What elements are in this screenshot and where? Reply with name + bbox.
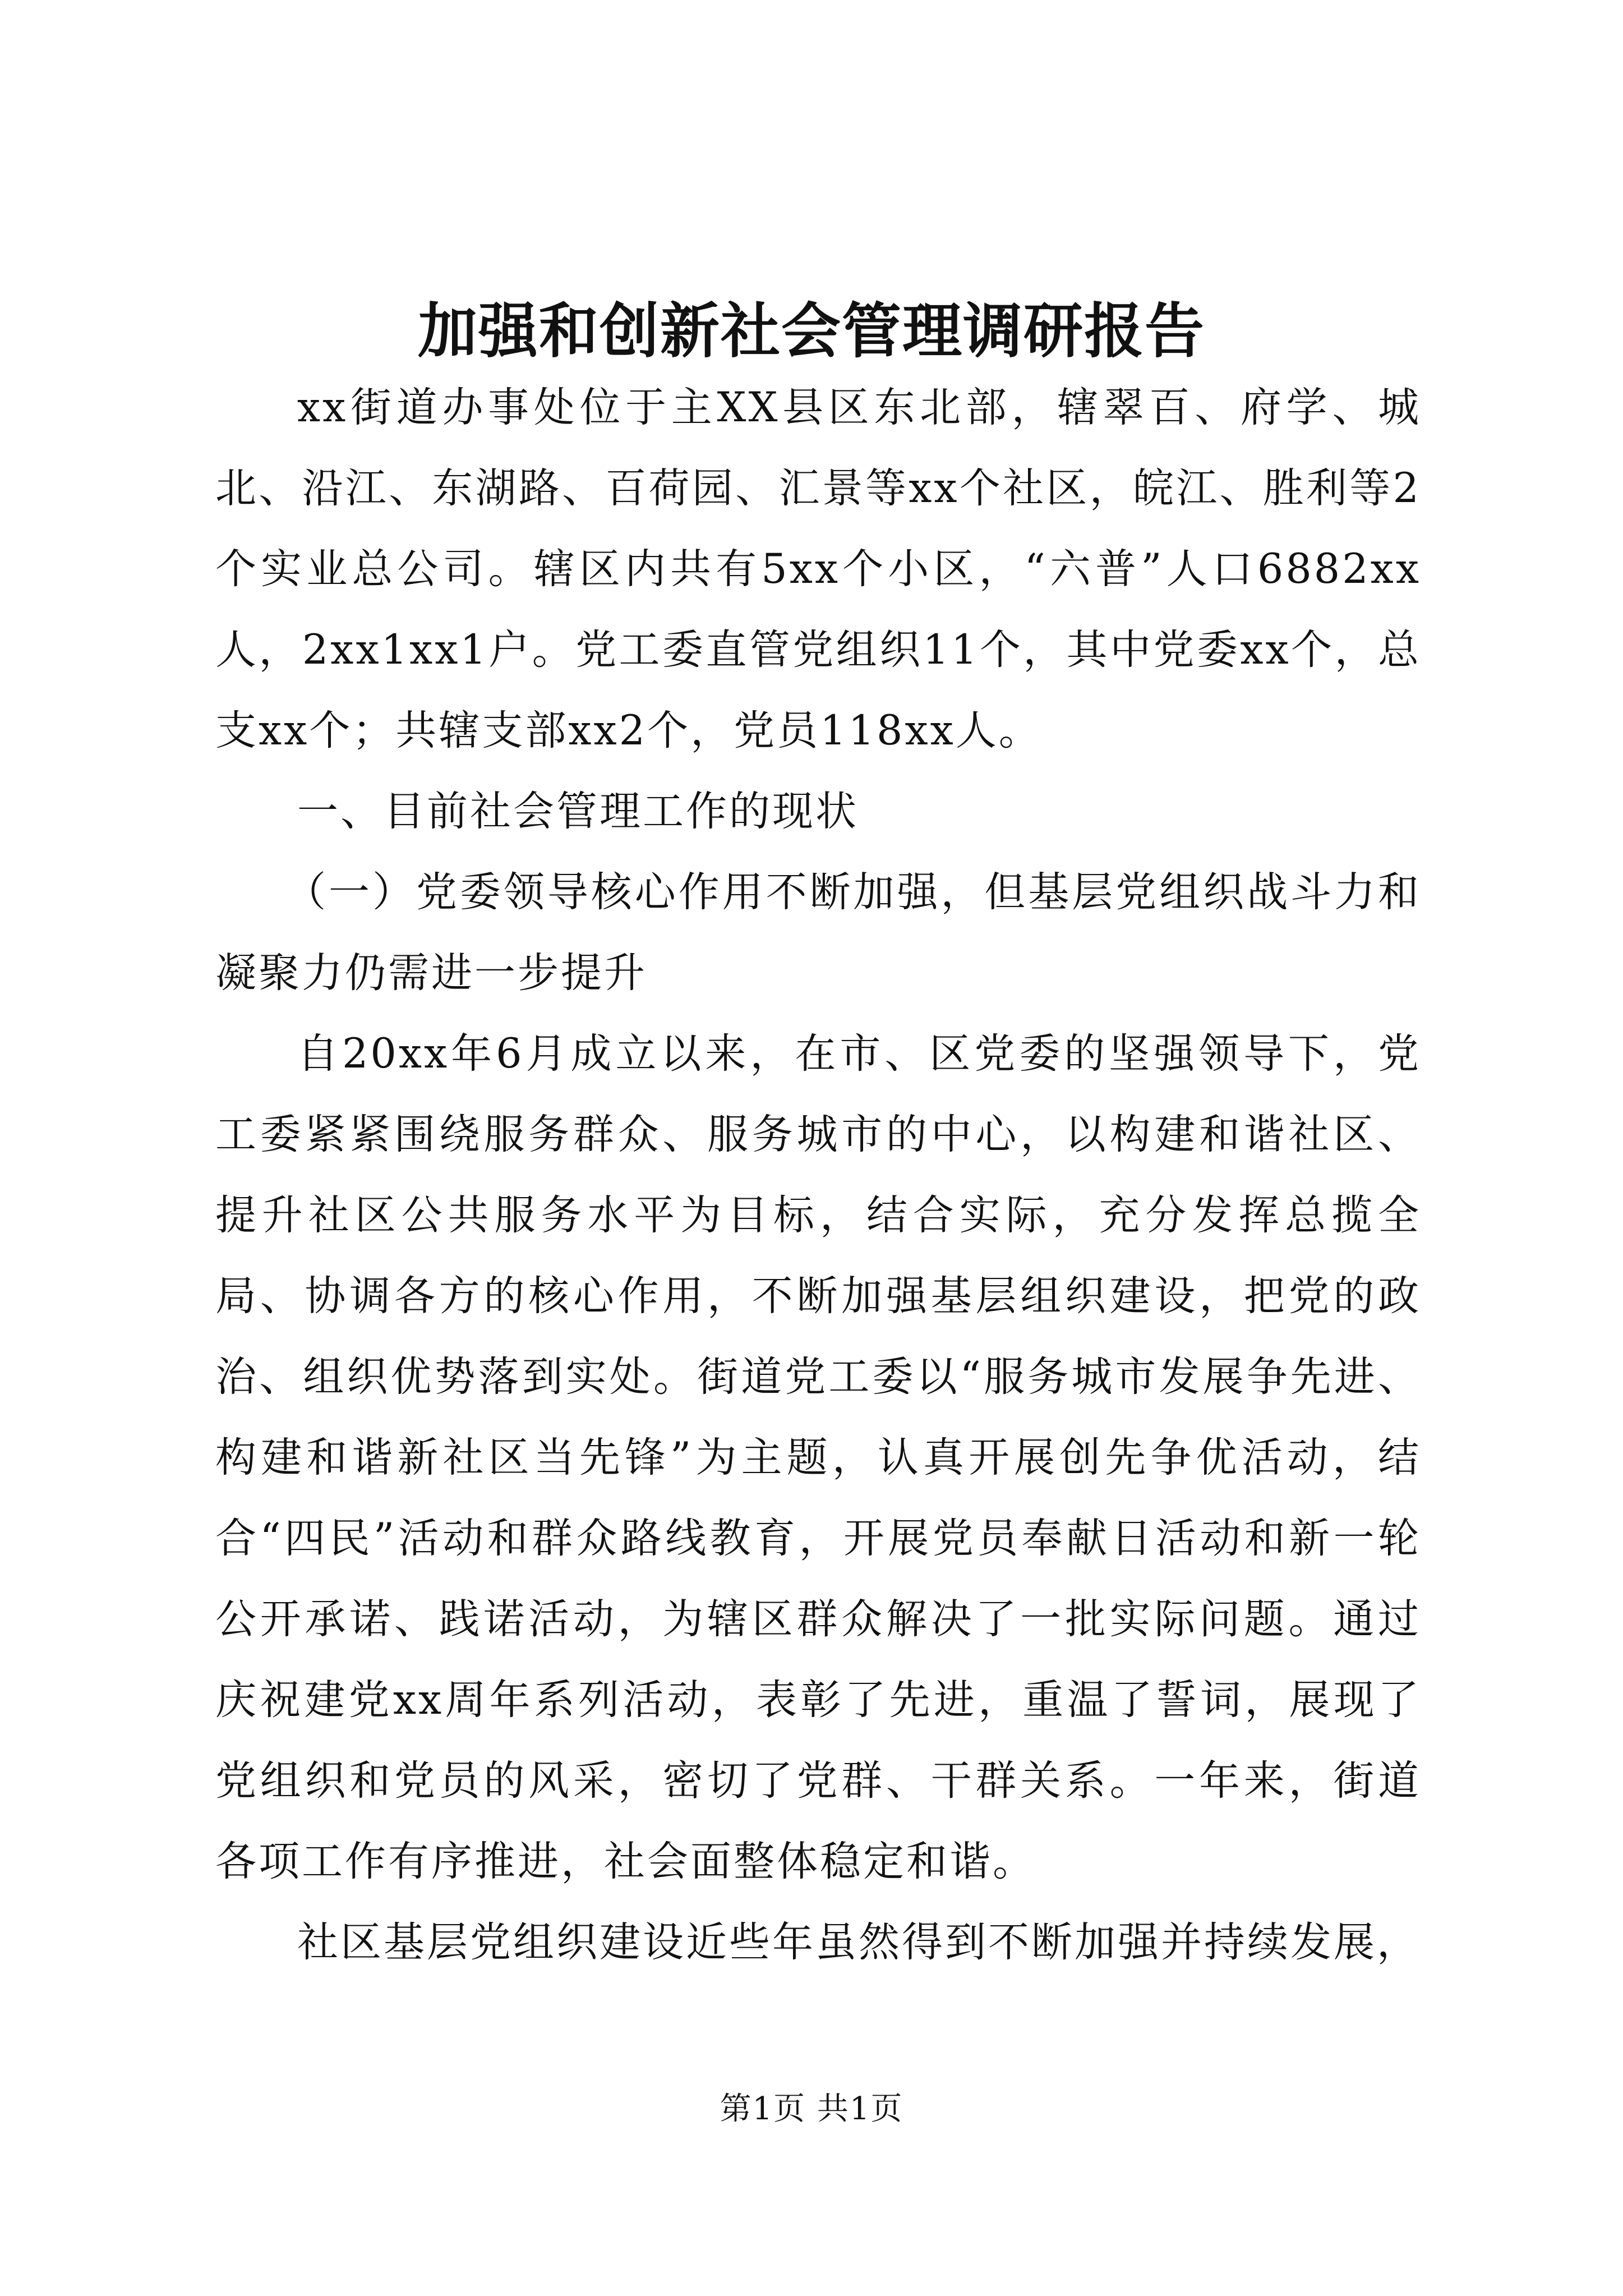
document-title: 加强和创新社会管理调研报告 bbox=[418, 296, 1205, 366]
paragraph-continued: 社区基层党组织建设近些年虽然得到不断加强并持续发展， bbox=[297, 1918, 1420, 1966]
paragraph-intro: xx街道办事处位于主XX县区东北部，辖翠百、府学、城北、沿江、东湖路、百荷园、汇景等xx个社区，皖江、胜利等2个实业总公司。辖区内共有5xx个小区，“六普”人口6882xx人，2xx1xx1户。党工委直管党组织11个，其中党委xx个，总支xx个；共辖支部xx2个，党员118xx人。 bbox=[215, 384, 1421, 754]
section-heading: 一、目前社会管理工作的现状 bbox=[297, 788, 859, 835]
paragraph-body: 自20xx年6月成立以来，在市、区党委的坚强领导下，党工委紧紧围绕服务群众、服务城市的中心，以构建和谐社区、提升社区公共服务水平为目标，结合实际，充分发挥总揽全局、协调各方的核心作用，不断加强基层组织建设，把党的政治、组织优势落到实处。街道党工委以“服务城市发展争先进、构建和谐新社区当先锋”为主题，认真开展创先争优活动，结合“四民”活动和群众路线教育，开展党员奉献日活动和新一轮公开承诺、践诺活动，为辖区群众解决了一批实际问题。通过庆祝建党xx周年系列活动，表彰了先进，重温了誓词，展现了党组织和党员的风采，密切了党群、干群关系。一年来，街道各项工作有序推进，社会面整体稳定和谐。 bbox=[215, 1030, 1421, 1885]
subsection-heading: （一）党委领导核心作用不断加强，但基层党组织战斗力和凝聚力仍需进一步提升 bbox=[215, 868, 1421, 997]
page-footer: 第1页 共1页 bbox=[720, 2091, 903, 2127]
document-body bbox=[215, 367, 1421, 1983]
